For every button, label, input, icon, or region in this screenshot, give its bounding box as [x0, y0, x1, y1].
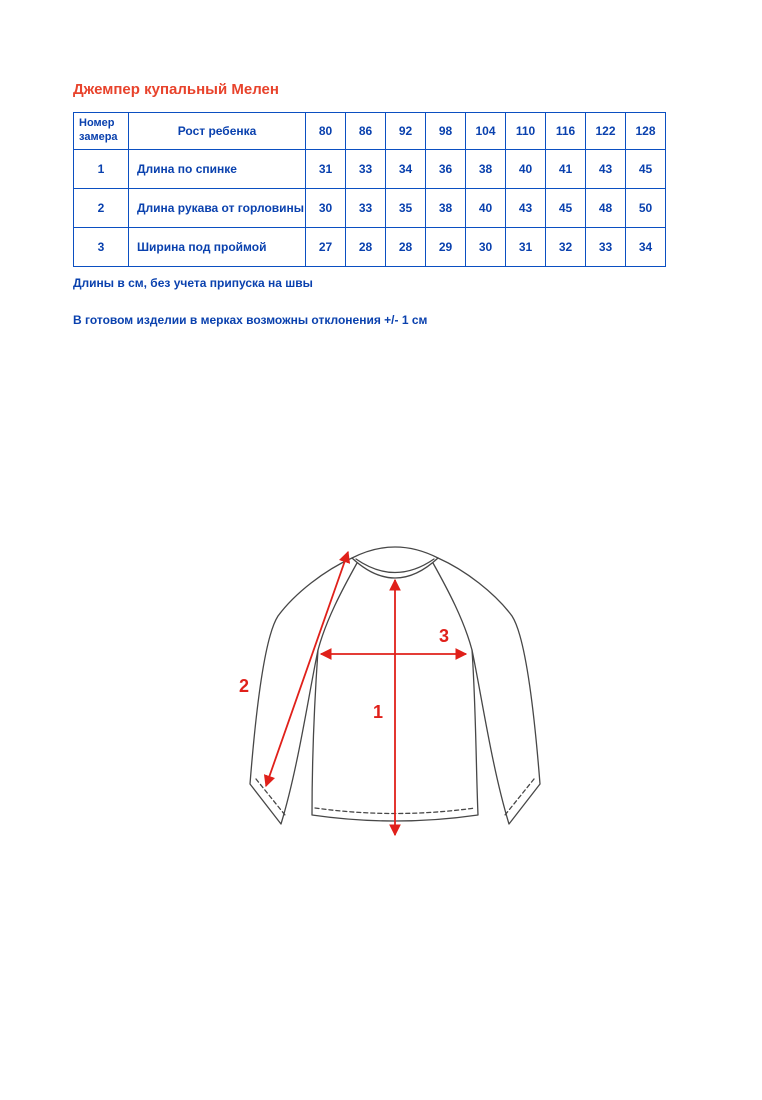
- measure-label-underarm-width: 3: [439, 626, 450, 646]
- measure-number-cell: 1: [74, 150, 129, 189]
- size-value-cell: 34: [626, 228, 666, 267]
- note-units: Длины в см, без учета припуска на швы: [73, 276, 313, 290]
- size-value-cell: 40: [506, 150, 546, 189]
- header-size: 104: [466, 113, 506, 150]
- header-size: 86: [346, 113, 386, 150]
- size-value-cell: 36: [426, 150, 466, 189]
- size-value-cell: 31: [506, 228, 546, 267]
- size-value-cell: 34: [386, 150, 426, 189]
- size-value-cell: 43: [506, 189, 546, 228]
- size-value-cell: 33: [586, 228, 626, 267]
- table-header-row: [74, 113, 666, 150]
- header-size: 128: [626, 113, 666, 150]
- size-value-cell: 30: [466, 228, 506, 267]
- garment-diagram: [220, 528, 580, 868]
- size-value-cell: 35: [386, 189, 426, 228]
- size-value-cell: 50: [626, 189, 666, 228]
- size-value-cell: 32: [546, 228, 586, 267]
- size-value-cell: 33: [346, 150, 386, 189]
- measure-number-cell: 2: [74, 189, 129, 228]
- size-value-cell: 31: [306, 150, 346, 189]
- header-size: 122: [586, 113, 626, 150]
- size-value-cell: 30: [306, 189, 346, 228]
- size-value-cell: 33: [346, 189, 386, 228]
- table-row: [74, 150, 666, 189]
- header-measure-number: Номер замера: [74, 113, 129, 150]
- note-tolerance: В готовом изделии в мерках возможны отклонения +/- 1 см: [73, 313, 428, 327]
- size-value-cell: 45: [546, 189, 586, 228]
- size-value-cell: 41: [546, 150, 586, 189]
- size-value-cell: 27: [306, 228, 346, 267]
- measure-label-cell: Ширина под проймой: [129, 228, 306, 267]
- measure-label-back-length: 1: [373, 702, 384, 722]
- measure-label-cell: Длина по спинке: [129, 150, 306, 189]
- header-size: 110: [506, 113, 546, 150]
- size-value-cell: 40: [466, 189, 506, 228]
- measure-label-cell: Длина рукава от горловины: [129, 189, 306, 228]
- page-title: Джемпер купальный Мелен: [73, 81, 279, 98]
- measure-number-cell: 3: [74, 228, 129, 267]
- size-value-cell: 38: [466, 150, 506, 189]
- size-value-cell: 29: [426, 228, 466, 267]
- shirt-drawing: [220, 528, 580, 868]
- table-row: [74, 189, 666, 228]
- header-size: 80: [306, 113, 346, 150]
- size-value-cell: 38: [426, 189, 466, 228]
- header-size: 92: [386, 113, 426, 150]
- size-value-cell: 43: [586, 150, 626, 189]
- table-row: [74, 228, 666, 267]
- header-size: 98: [426, 113, 466, 150]
- size-value-cell: 28: [386, 228, 426, 267]
- size-value-cell: 45: [626, 150, 666, 189]
- measure-label-sleeve-length: 2: [239, 676, 250, 696]
- header-child-height: Рост ребенка: [129, 113, 306, 150]
- size-table: [73, 112, 666, 267]
- size-value-cell: 28: [346, 228, 386, 267]
- size-value-cell: 48: [586, 189, 626, 228]
- header-size: 116: [546, 113, 586, 150]
